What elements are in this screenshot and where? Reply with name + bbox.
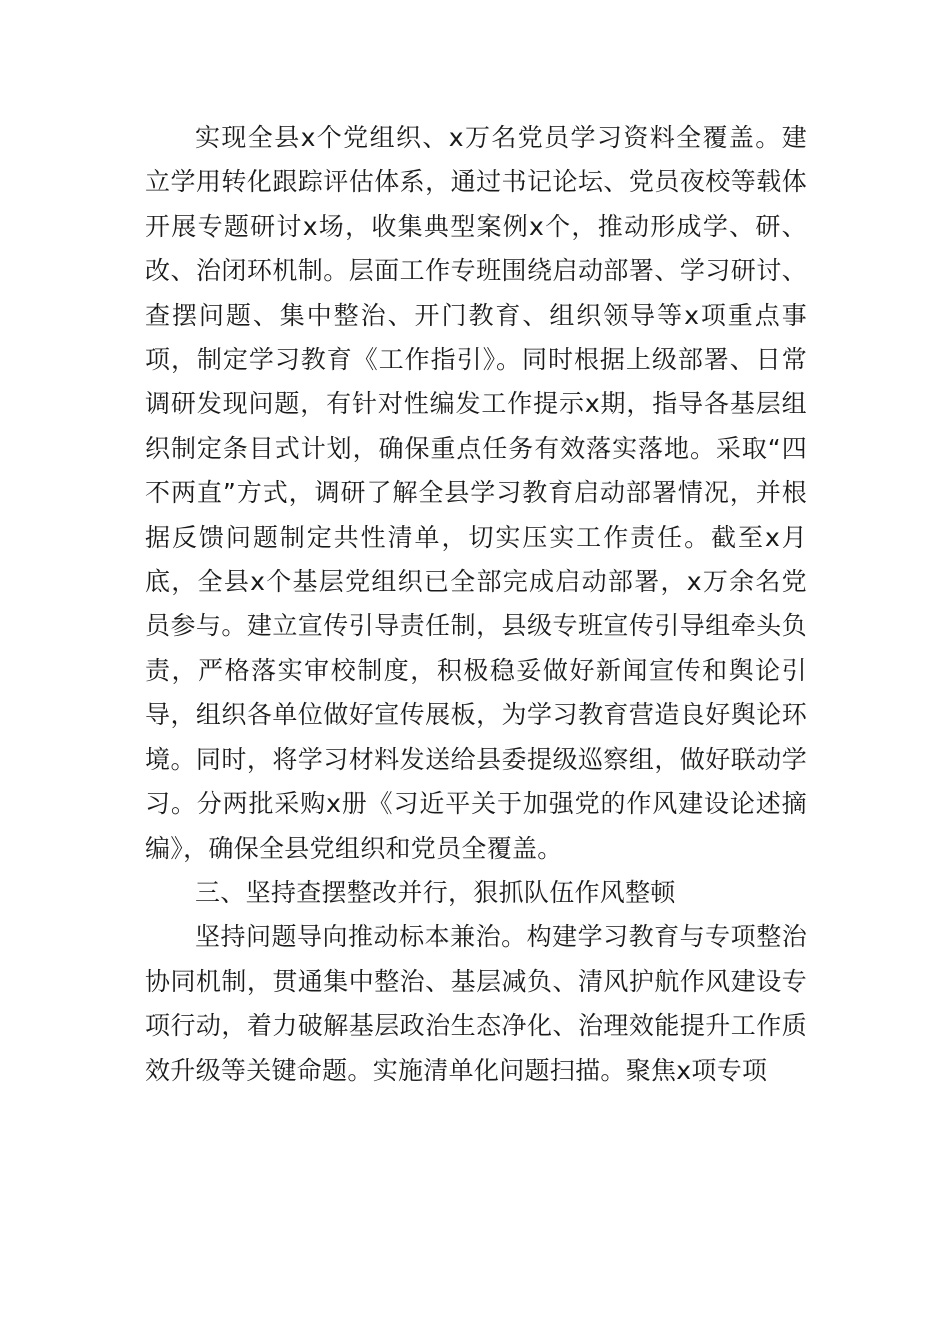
document-body: [145, 116, 807, 1093]
body-paragraph-2: 坚持问题导向推动标本兼治。构建学习教育与专项整治协同机制，贯通集中整治、基层减负、清风护航作风建设专项行动，着力破解基层政治生态净化、治理效能提升工作质效升级等关键命题。实施清单化问题扫描。聚焦x项专项: [145, 922, 807, 1085]
body-paragraph-1: 实现全县x个党组织、x万名党员学习资料全覆盖。建立学用转化跟踪评估体系，通过书记论坛、党员夜校等载体开展专题研讨x场，收集典型案例x个，推动形成学、研、改、治闭环机制。层面工作专班围绕启动部署、学习研讨、查摆问题、集中整治、开门教育、组织领导等x项重点事项，制定学习教育《工作指引》。同时根据上级部署、日常调研发现问题，有针对性编发工作提示x期，指导各基层组织制定条目式计划，确保重点任务有效落实落地。采取“四不两直”方式，调研了解全县学习教育启动部署情况，并根据反馈问题制定共性清单，切实压实工作责任。截至x月底，全县x个基层党组织已全部完成启动部署，x万余名党员参与。建立宣传引导责任制，县级专班宣传引导组牵头负责，严格落实审校制度，积极稳妥做好新闻宣传和舆论引导，组织各单位做好宣传展板，为学习教育营造良好舆论环境。同时，将学习材料发送给县委提级巡察组，做好联动学习。分两批采购x册《习近平关于加强党的作风建设论述摘编》，确保全县党组织和党员全覆盖。: [145, 123, 807, 863]
section-heading: 三、坚持查摆整改并行，狠抓队伍作风整顿: [195, 877, 676, 907]
